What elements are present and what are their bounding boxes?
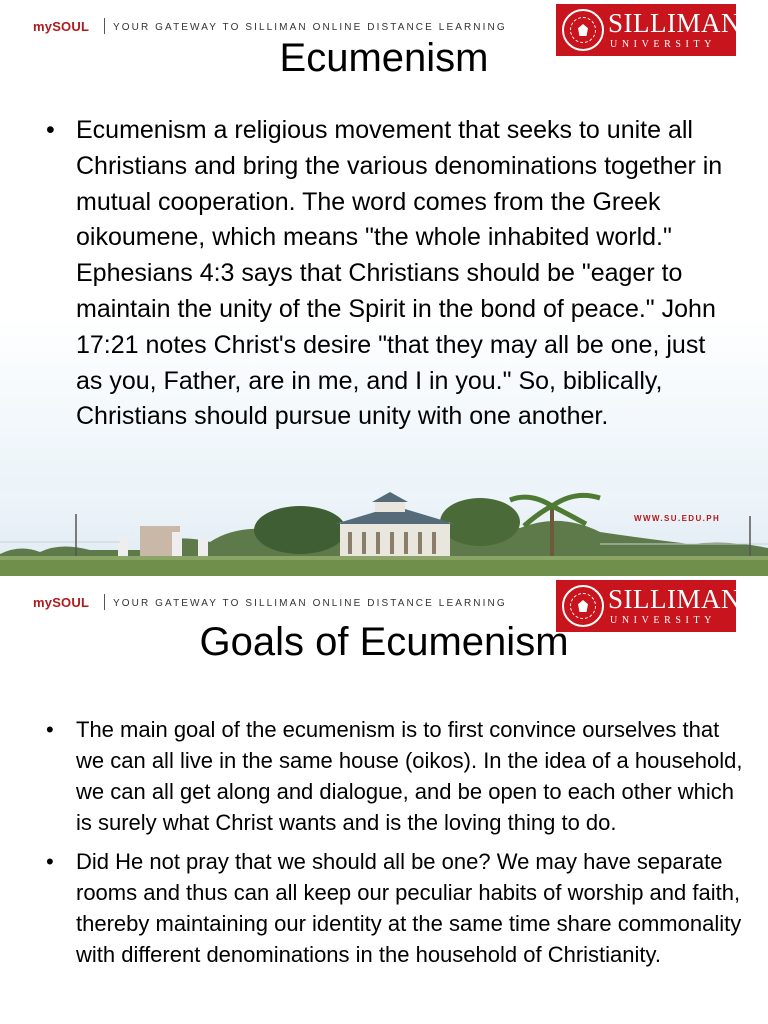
header-divider xyxy=(104,18,105,34)
logo-name: SILLIMAN xyxy=(608,584,741,614)
logo-subtitle: UNIVERSITY xyxy=(610,615,716,626)
bullet-item: • Did He not pray that we should all be one? We may have separate rooms and thus can all keep our peculiar habits of worship and faith, thereby maintaining our identity at the same time share commonality with different denominations in the household of Christianity. xyxy=(46,846,746,970)
logo-name: SILLIMAN xyxy=(608,8,741,38)
mysoul-brand: mySOUL xyxy=(33,19,90,34)
bullet-list xyxy=(46,714,746,970)
mysoul-brand: mySOUL xyxy=(33,595,90,610)
header-tagline: YOUR GATEWAY TO SILLIMAN ONLINE DISTANCE LEARNING xyxy=(113,22,507,33)
bullet-item: • Ecumenism a religious movement that seeks to unite all Christians and bring the various denominations together in mutual cooperation. The word comes from the Greek oikoumene, which means "the whole inhabited world." Ephesians 4:3 says that Christians should be "eager to maintain the unity of the Spirit in the bond of peace." John 17:21 notes Christ's desire "that they may all be one, just as you, Father, are in me, and I in you." So, biblically, Christians should pursue unity with one another. xyxy=(46,113,736,435)
header-divider xyxy=(104,594,105,610)
logo-subtitle: UNIVERSITY xyxy=(610,39,716,50)
slide-title: Ecumenism xyxy=(279,36,489,80)
campus-photo xyxy=(0,492,768,576)
website-url: WWW.SU.EDU.PH xyxy=(634,514,721,523)
slide-title: Goals of Ecumenism xyxy=(199,620,569,664)
header-tagline: YOUR GATEWAY TO SILLIMAN ONLINE DISTANCE LEARNING xyxy=(113,598,507,609)
bullet-list xyxy=(46,113,736,435)
bullet-item: • The main goal of the ecumenism is to first convince ourselves that we can all live in the same house (oikos). In the idea of a household, we can all get along and dialogue, and be open to each other which is surely what Christ wants and is the loving thing to do. xyxy=(46,714,746,838)
